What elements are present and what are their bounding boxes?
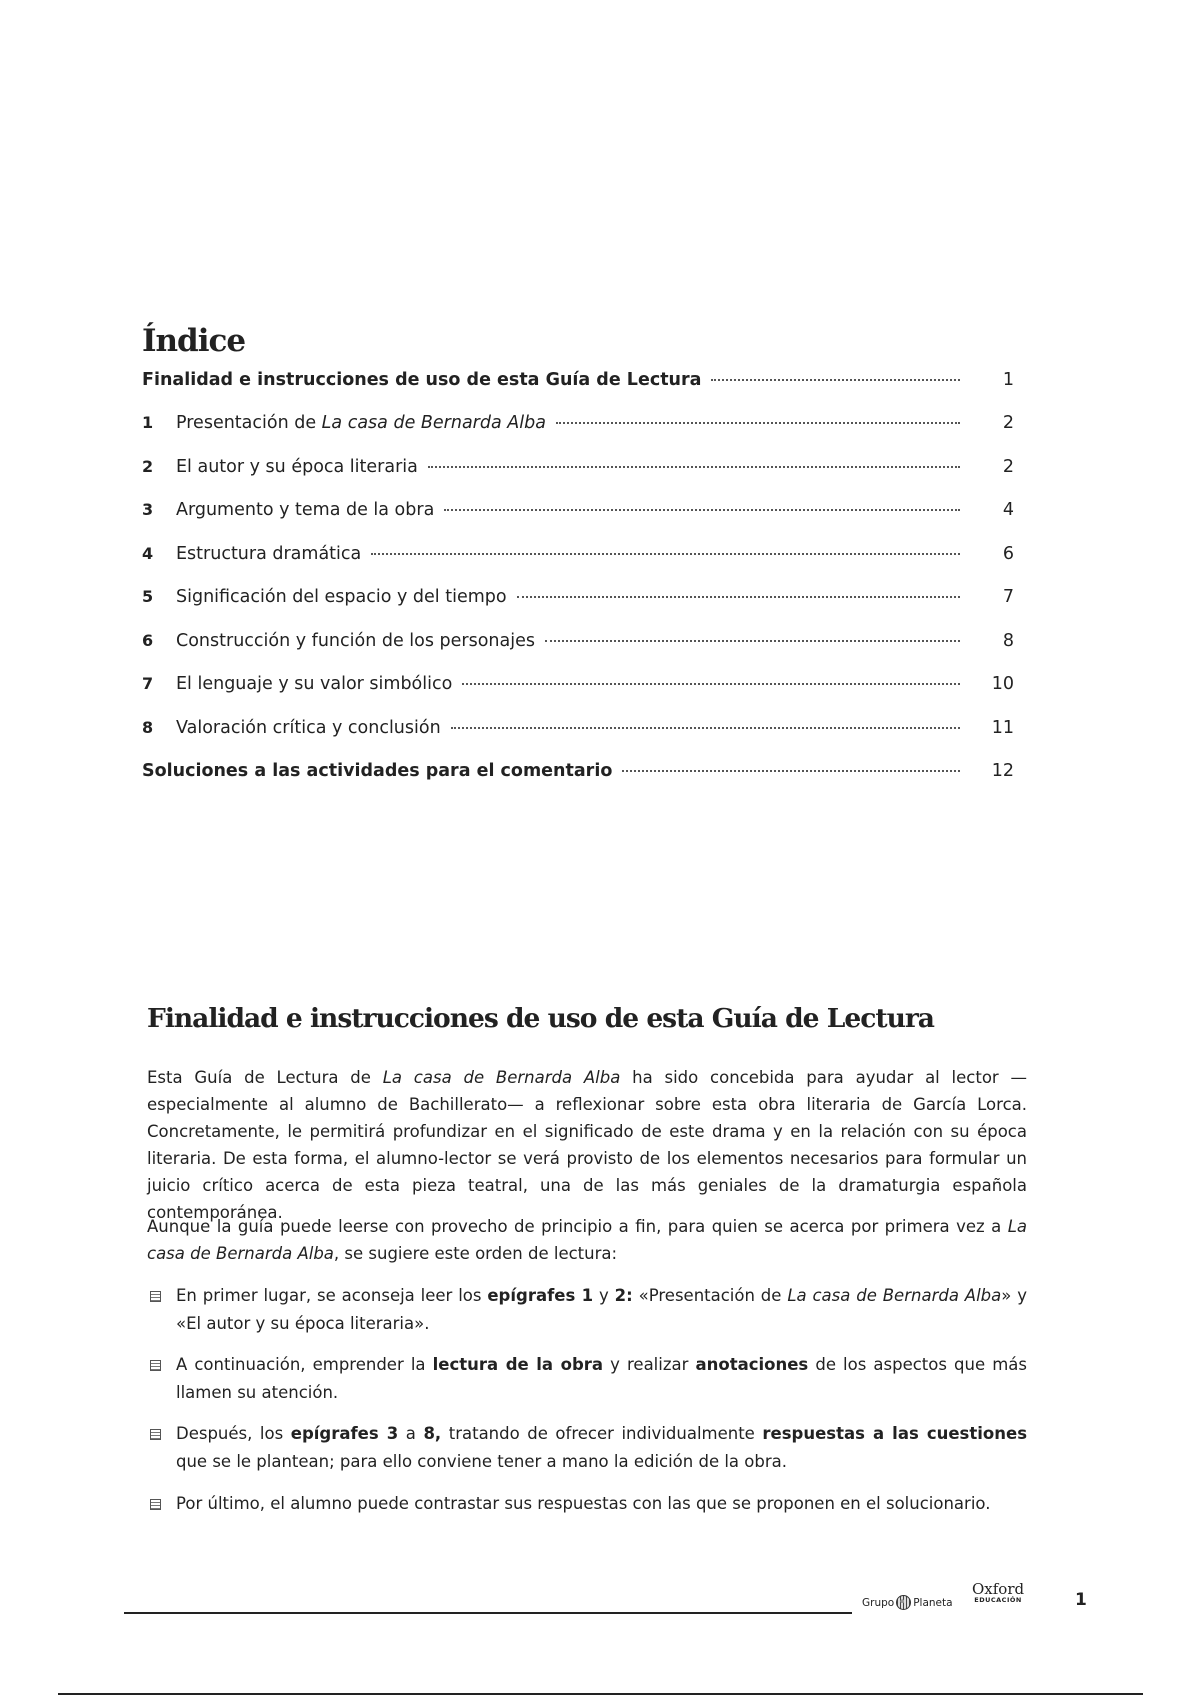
toc-entry: [142, 674, 1014, 700]
toc-label: Significación del espacio y del tiempo: [176, 587, 507, 607]
toc-number: 2: [142, 457, 154, 476]
toc-label: Construcción y función de los personajes: [176, 631, 535, 651]
toc-label: Soluciones a las actividades para el comentario: [142, 761, 613, 781]
footer-rule: [124, 1612, 852, 1614]
toc-leader-dots: [545, 640, 960, 642]
list-item-text: Después, los epígrafes 3 a 8, tratando de ofrecer individualmente respuestas a las cuestiones que se le plantean; para ello conviene tener a mano la edición de la obra.: [176, 1424, 1028, 1471]
toc-leader-dots: [517, 596, 960, 598]
toc-number: 6: [142, 631, 154, 650]
oxford-educacion-logo: Oxford EDUCACIÓN: [972, 1580, 1025, 1604]
reading-order-paragraph: Aunque la guía puede leerse con provecho de principio a fin, para quien se acerca por primera vez a La casa de Bernarda Alba, se sugiere este orden de lectura:: [147, 1217, 1027, 1263]
toc-page-number: 8: [1002, 631, 1014, 651]
list-item-text: A continuación, emprender la lectura de la obra y realizar anotaciones de los aspectos que más llamen su atención.: [176, 1355, 1027, 1402]
page-number: 1: [1075, 1590, 1087, 1610]
toc-number: 8: [142, 718, 154, 737]
toc-page-number: 4: [1002, 500, 1014, 520]
intro-paragraph: Esta Guía de Lectura de La casa de Bernarda Alba ha sido concebida para ayudar al lector —especialmente al alumno de Bachillerato— a reflexionar sobre esta obra literaria de García Lorca. Concretamente, le permitirá profundizar en el significado de este drama y en la relación con su época literaria. De esta forma, el alumno-lector se verá provisto de los elementos necesarios para formular un juicio crítico acerca de esta pieza teatral, una de las más geniales de la dramaturgia española contemporánea.: [147, 1068, 1028, 1222]
toc-page-number: 1: [1002, 370, 1014, 390]
list-item-text: Por último, el alumno puede contrastar sus respuestas con las que se proponen en el solucionario.: [176, 1494, 991, 1513]
toc-label: El lenguaje y su valor simbólico: [176, 674, 453, 694]
index-title: Índice: [142, 323, 246, 359]
bullet-box-icon: [150, 1291, 161, 1302]
toc-page-number: 2: [1002, 413, 1014, 433]
bullet-box-icon: [150, 1429, 161, 1440]
toc-entry: [142, 631, 1014, 657]
list-item: [147, 1351, 1027, 1407]
toc-number: 1: [142, 413, 154, 432]
toc-leader-dots: [556, 422, 960, 424]
bullet-box-icon: [150, 1499, 161, 1510]
toc-entry: [142, 500, 1014, 526]
toc-leader-dots: [371, 553, 960, 555]
toc-label: Valoración crítica y conclusión: [176, 718, 441, 738]
scan-edge-line: [58, 1693, 1143, 1695]
list-item: [147, 1490, 1027, 1518]
toc-page-number: 6: [1002, 544, 1014, 564]
list-item: [147, 1282, 1027, 1338]
grupo-planeta-logo: Grupo Planeta: [862, 1596, 953, 1609]
toc-label: Finalidad e instrucciones de uso de esta Guía de Lectura: [142, 370, 702, 390]
toc-entry: [142, 370, 1014, 396]
toc-leader-dots: [711, 379, 960, 381]
toc-entry: [142, 761, 1014, 787]
toc-entry: [142, 718, 1014, 744]
list-item-text: En primer lugar, se aconseja leer los epígrafes 1 y 2: «Presentación de La casa de Bernarda Alba» y «El autor y su época literaria».: [176, 1286, 1027, 1333]
toc-leader-dots: [462, 683, 960, 685]
toc-leader-dots: [622, 770, 960, 772]
toc-label: Presentación de La casa de Bernarda Alba: [176, 413, 546, 433]
toc-label: Estructura dramática: [176, 544, 362, 564]
list-item: [147, 1420, 1027, 1476]
toc-label: Argumento y tema de la obra: [176, 500, 435, 520]
toc-page-number: 10: [991, 674, 1014, 694]
bullet-box-icon: [150, 1360, 161, 1371]
toc-page-number: 12: [991, 761, 1014, 781]
toc-label: El autor y su época literaria: [176, 457, 418, 477]
toc-entry: [142, 413, 1014, 439]
toc-leader-dots: [428, 466, 960, 468]
toc-entry: [142, 544, 1014, 570]
toc-page-number: 2: [1002, 457, 1014, 477]
toc-number: 7: [142, 674, 154, 693]
toc-leader-dots: [451, 727, 960, 729]
toc-entry: [142, 587, 1014, 613]
toc-number: 4: [142, 544, 154, 563]
toc-entry: [142, 457, 1014, 483]
globe-icon: [896, 1595, 911, 1610]
toc-number: 3: [142, 500, 154, 519]
toc-leader-dots: [444, 509, 960, 511]
toc-page-number: 11: [991, 718, 1014, 738]
section-title: Finalidad e instrucciones de uso de esta Guía de Lectura: [147, 1003, 934, 1034]
toc-number: 5: [142, 587, 154, 606]
toc-page-number: 7: [1002, 587, 1014, 607]
